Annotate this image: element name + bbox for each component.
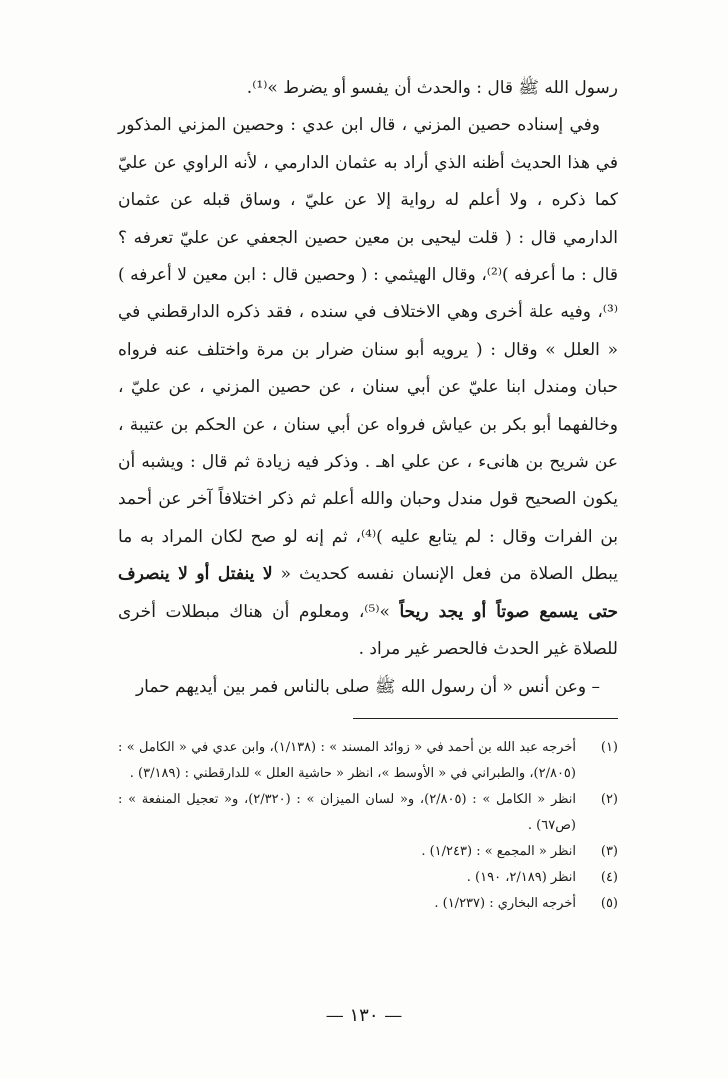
footnote bbox=[118, 891, 618, 917]
footnote-separator bbox=[353, 718, 618, 719]
footnote-number: (٣) bbox=[600, 844, 618, 859]
paragraph-2-end: »⁽⁵⁾، ومعلوم أن هناك مبطلات أخرى للصلاة غير الحدث فالحصر غير مراد . bbox=[118, 601, 618, 660]
footnote-number: (٥) bbox=[600, 896, 618, 911]
paragraph-1: رسول الله ﷺ قال : والحدث أن يفسو أو يضرط »⁽¹⁾. bbox=[246, 78, 618, 98]
footnote-text: أخرجه عبد الله بن أحمد في « زوائد المسند » : (١/١٣٨)، وابن عدي في « الكامل » : (٢/٨٠٥)، والطبراني في « الأوسط »، انظر « حاشية العلل » للدارقطني : (٣/١٨٩) . bbox=[118, 740, 576, 781]
footnote-text: انظر (٢/١٨٩، ١٩٠) . bbox=[466, 870, 576, 885]
paragraph-2-text: وفي إسناده حصين المزني ، قال ابن عدي : وحصين المزني المذكور في هذا الحديث أظنه الذي أراد به عثمان الدارمي ، لأنه الراوي عن عليّ كما ذكره ، ولا أعلم له رواية إلا عن عليّ ، وساق قبله عن عثمان الدارمي قال : ( قلت ليحيى بن معين حصين الجعفي عن عليّ تعرفه ؟ قال : ما أعرفه )⁽²⁾، وقال الهيثمي : ( وحصين قال : ابن معين لا أعرفه )⁽³⁾، وفيه علة أخرى وهي الاختلاف في سنده ، فقد ذكره الدارقطني في « العلل » وقال : ( يرويه أبو سنان ضرار بن مرة واختلف عنه فرواه حبان ومندل ابنا عليّ عن أبي سنان ، عن حصين المزني ، عن عليّ ، وخالفهما أبو بكر بن عياش فرواه عن أبي سنان ، عن الحكم بن عتيبة ، عن شريح بن هانىء ، عن علي اهـ . وذكر فيه زيادة ثم قال : ويشبه أن يكون الصحيح قول مندل وحبان والله أعلم ثم ذكر اختلافاً آخر عن أحمد بن الفرات وقال : لم يتابع عليه )⁽⁴⁾، ثم إنه لو صح لكان المراد به ما يبطل الصلاة من فعل الإنسان نفسه كحديث « bbox=[118, 115, 618, 585]
footnote bbox=[118, 865, 618, 891]
footnote-text: انظر « الكامل » : (٢/٨٠٥)، و« لسان الميزان » : (٢/٣٢٠)، و« تعجيل المنفعة » : (ص٦٧) . bbox=[118, 792, 577, 833]
footnote-number: (٤) bbox=[600, 870, 618, 885]
footnote bbox=[118, 787, 618, 839]
main-text bbox=[118, 70, 618, 706]
footnote-number: (١) bbox=[600, 740, 618, 755]
hadith-quote: لا ينفتل أو لا ينصرف حتى يسمع صوتاً أو يجد ريحاً bbox=[118, 564, 619, 622]
footnote bbox=[118, 735, 618, 787]
paragraph-2 bbox=[118, 107, 618, 668]
footnote-number: (٢) bbox=[600, 792, 618, 807]
paragraph-3: – وعن أنس « أن رسول الله ﷺ صلى بالناس فمر بين أيديهم حمار bbox=[135, 676, 600, 697]
footnote-text: انظر « المجمع » : (١/٢٤٣) . bbox=[421, 844, 576, 859]
footnote bbox=[118, 839, 618, 865]
footnotes bbox=[118, 735, 618, 917]
page-number: — ١٣٠ — bbox=[325, 1005, 403, 1026]
footnote-text: أخرجه البخاري : (١/٢٣٧) . bbox=[434, 896, 576, 911]
